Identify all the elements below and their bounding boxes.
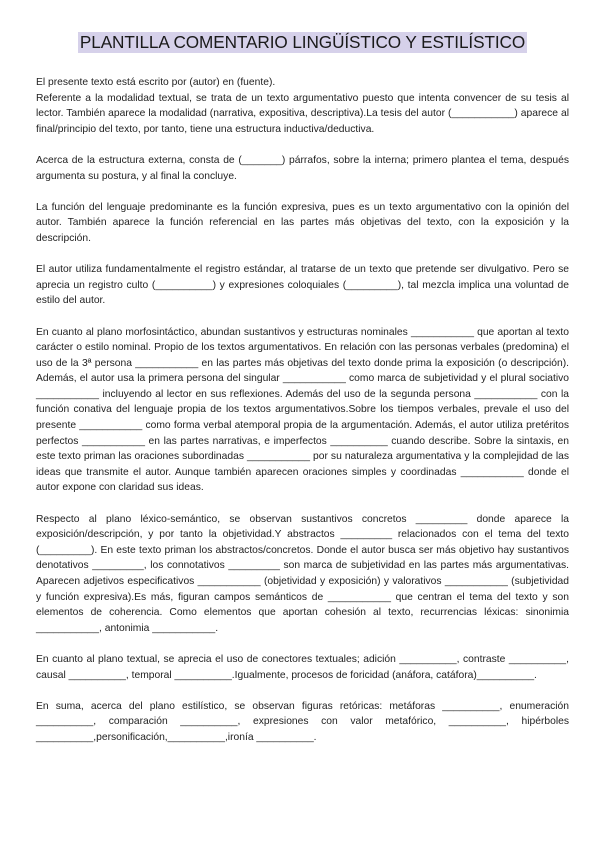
- paragraph-textual: [36, 652, 569, 683]
- paragraph-line: Respecto al plano léxico-semántico, se observan sustantivos concretos _________ donde aparece la exposición/descripción, y por tanto la objetividad.Y abstractos _________ relacionados con el tema del texto (_________). En este texto priman los abstractos/concretos. Donde el autor busca ser más objetivo hay sustantivos denotativos _________, los connotativos _________ son marca de subjetividad en las partes más argumentativas. Aparecen adjetivos especificativos ___________ (objetividad y exposición) y valorativos ___________ (subjetividad y función expresiva).Es más, figuran campos semánticos de ___________ que centran el tema del texto y son elementos de coherencia. Como elementos que aportan cohesión al texto, recurrencias léxicas: sinonimia ___________, antonimia ___________.: [36, 513, 569, 634]
- paragraph-line: En cuanto al plano textual, se aprecia el uso de conectores textuales; adición __________, contraste __________, causal __________, temporal __________.Igualmente, procesos de foricidad (anáfora, catáfora)__________.: [36, 653, 569, 681]
- paragraph-line: Referente a la modalidad textual, se trata de un texto argumentativo puesto que intenta convencer de su tesis al lector. También aparece la modalidad (narrativa, expositiva, descriptiva).La tesis del autor (___________) aparece al final/principio del texto, por tanto, tiene una estructura inductiva/deductiva.: [36, 92, 569, 135]
- paragraph-line: El autor utiliza fundamentalmente el registro estándar, al tratarse de un texto que pretende ser divulgativo. Pero se aprecia un registro culto (__________) y expresiones coloquiales (_________), tal mezcla implica una voluntad de estilo del autor.: [36, 264, 569, 307]
- title-wrapper: [36, 32, 569, 53]
- paragraph-estilistico: [36, 699, 569, 746]
- paragraph-line: El presente texto está escrito por (autor) en (fuente).: [36, 77, 276, 88]
- paragraph-lexico-semantico: [36, 512, 569, 637]
- paragraph-funcion: [36, 200, 569, 247]
- paragraph-estructura: [36, 153, 569, 184]
- paragraph-line: Acerca de la estructura externa, consta de (_______) párrafos, sobre la interna; primero plantea el tema, después argumenta su postura, y al final la concluye.: [36, 154, 569, 182]
- paragraph-morfosintactico: [36, 325, 569, 497]
- paragraph-intro: [36, 75, 569, 137]
- paragraph-line: La función del lenguaje predominante es la función expresiva, pues es un texto argumentativo con la opinión del autor. También aparece la función referencial en las partes más objetivas del texto, con la exposición y la descripción.: [36, 201, 569, 244]
- document-title: PLANTILLA COMENTARIO LINGÜÍSTICO Y ESTILÍSTICO: [79, 32, 526, 52]
- paragraph-registro: [36, 262, 569, 309]
- paragraph-line: En suma, acerca del plano estilístico, se observan figuras retóricas: metáforas __________, enumeración __________, comparación __________, expresiones con valor metafórico, __________, hipérboles __________,personificación,__________,ironía __________.: [36, 700, 569, 743]
- paragraph-line: En cuanto al plano morfosintáctico, abundan sustantivos y estructuras nominales ___________ que aportan al texto carácter o estilo nominal. Propio de los textos argumentativos. En relación con las personas verbales (predomina) el uso de la 3ª persona ___________ en las partes más objetivas del texto donde prima la exposición (o descripción). Además, el autor usa la primera persona del singular ___________ como marca de subjetividad y el plural sociativo ___________ incluyendo al lector en sus reflexiones. Además del uso de la segunda persona ___________ con la función conativa del lenguaje propia de los textos argumentativos.Sobre los tiempos verbales, prevale el uso del presente ___________ como forma verbal atemporal propia de la argumentación. Además, el autor utiliza pretéritos perfectos ___________ en las partes narrativas, e imperfectos __________ cuando describe. Sobre la sintaxis, en este texto priman las oraciones subordinadas ___________ por su naturaleza argumentativa y la complejidad de las ideas que transmite el autor. Aunque también aparecen oraciones simples y coordinadas ___________ donde el autor expone con claridad sus ideas.: [36, 326, 569, 494]
